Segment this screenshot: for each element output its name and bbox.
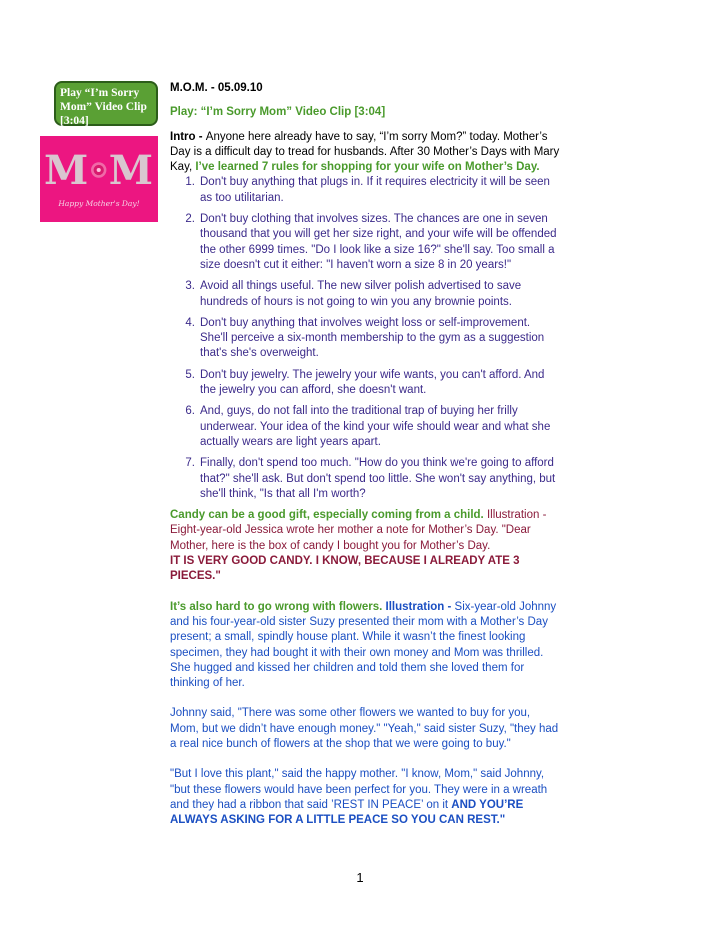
mom-letter-m2: M — [108, 146, 154, 194]
candy-heading: Candy can be a good gift, especially coming from a child. — [170, 509, 484, 522]
flowers-label: Illustration - — [385, 600, 455, 613]
intro-label: Intro - — [170, 130, 206, 143]
intro-paragraph — [170, 130, 560, 176]
list-item — [170, 456, 560, 502]
mom-logo-text — [44, 148, 154, 192]
rule-number: 1. — [185, 176, 195, 189]
document-body — [170, 81, 560, 828]
spacer — [170, 585, 560, 600]
doc-title: M.O.M. - 05.09.10 — [170, 82, 263, 94]
rule-text: Don't buy clothing that involves sizes. The chances are one in seven thousand that you will get her size right, and your wife will be offended the other 6999 times. "Do I look like a size 16?" she'll say. Too small a size doesn't cut it either: "I haven't worn a size 8 in 20 years!" — [200, 213, 557, 271]
flowers-paragraph — [170, 600, 560, 692]
ending-text: "But I love this plant," said the happy mother. "I know, Mom," said Johnny, "but these flowers would have been perfect for you. They were in a wreath and they had a ribbon that said ’REST IN PEACE’ on it — [170, 768, 548, 811]
rules-list — [170, 175, 560, 502]
intro-highlight: I’ve learned 7 rules for shopping for your wife on Mother’s Day. — [195, 161, 540, 174]
list-item — [170, 212, 560, 273]
mom-caption: Happy Mother's Day! — [58, 199, 140, 208]
spacer — [170, 691, 560, 706]
rule-number: 6. — [185, 405, 195, 418]
candy-paragraph — [170, 508, 560, 584]
flower-icon — [90, 153, 107, 187]
rule-text: Don't buy anything that involves weight loss or self-improvement. She'll perceive a six-month membership to the gym as a suggestion that's she's overweight. — [200, 316, 545, 360]
spacer — [170, 752, 560, 767]
list-item — [170, 368, 560, 399]
flowers-text: Six-year-old Johnny and his four-year-old sister Suzy presented their mom with a Mother’s Day present; a small, spindly house plant. While it wasn’t the finest looking specimen, they had bought it with their own money and Mom was thrilled. She hugged and kissed her children and told them she loved them for thinking of her. — [170, 600, 557, 690]
rule-text: Don't buy anything that plugs in. If it requires electricity it will be seen as too utilitarian. — [200, 176, 550, 204]
mom-letter-m1: M — [44, 146, 90, 194]
rule-text: Finally, don't spend too much. "How do you think we're going to afford that?" she'll ask. But don't spend too little. She won't say anything, but she'll think, "Is that all I'm worth? — [200, 457, 556, 500]
rule-number: 4. — [185, 316, 195, 329]
ending-paragraph — [170, 767, 560, 828]
rule-number: 2. — [185, 213, 195, 226]
list-item — [170, 175, 560, 206]
rule-number: 5. — [185, 368, 195, 381]
rule-number: 3. — [185, 280, 195, 293]
ending-punchline: AND YOU’RE ALWAYS ASKING FOR A LITTLE PEACE SO YOU CAN REST." — [170, 798, 524, 827]
rule-text: Avoid all things useful. The new silver polish advertised to save hundreds of hours is not going to win you any brownie points. — [200, 280, 522, 308]
play-line: Play: “I’m Sorry Mom” Video Clip [3:04] — [170, 106, 386, 119]
candy-punchline: IT IS VERY GOOD CANDY. I KNOW, BECAUSE I ALREADY ATE 3 PIECES." — [170, 555, 520, 583]
list-item — [170, 404, 560, 450]
flowers-heading: It’s also hard to go wrong with flowers. — [170, 600, 386, 613]
page-number: 1 — [356, 870, 364, 885]
rule-text: Don't buy jewelry. The jewelry your wife wants, you can't afford. And the jewelry you can afford, she doesn't want. — [200, 368, 545, 397]
rule-text: And, guys, do not fall into the traditional trap of buying her frilly underwear. Your idea of the kind your wife should wear and what she actually wears are light years apart. — [200, 405, 551, 448]
mothers-day-image — [40, 136, 158, 222]
list-item — [170, 279, 560, 310]
candy-text: Illustration - Eight-year-old Jessica wrote her mother a note for Mother’s Day. "Dear Mother, here is the box of candy I bought you for Mother’s Day. — [170, 509, 547, 552]
play-video-note-text: Play “I’m Sorry Mom” Video Clip [3:04] — [60, 87, 147, 127]
play-video-note — [54, 81, 158, 126]
list-item — [170, 316, 560, 362]
johnny-paragraph: Johnny said, "There was some other flowers we wanted to buy for you, Mom, but we didn’t have enough money." "Yeah," said sister Suzy, "they had a real nice bunch of flowers at the shop that we were going to buy." — [170, 707, 559, 750]
intro-text: Anyone here already have to say, “I’m sorry Mom?” today. Mother’s Day is a difficult day to tread for husbands. After 30 Mother’s Days with Mary Kay, — [170, 130, 560, 174]
rule-number: 7. — [185, 457, 195, 470]
